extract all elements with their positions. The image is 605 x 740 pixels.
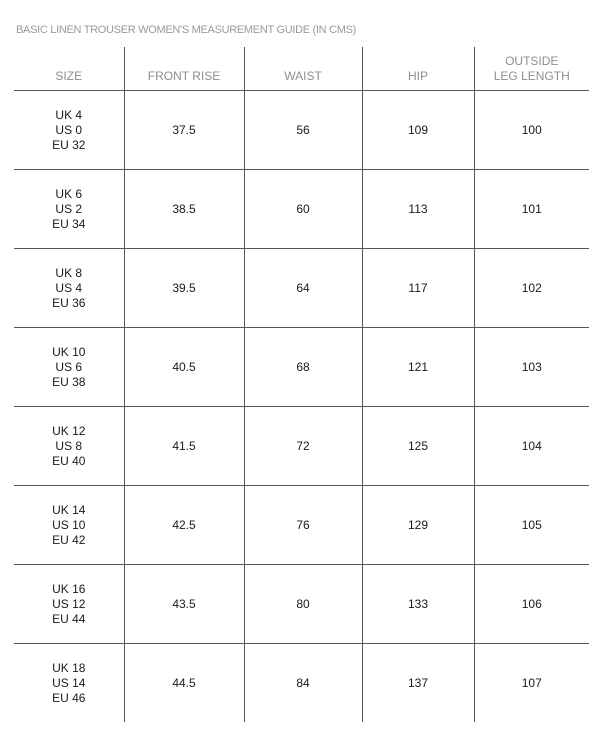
outside-leg-cell: 106 [474, 565, 589, 644]
front-rise-cell: 41.5 [124, 407, 244, 486]
table-row [14, 565, 589, 644]
front-rise-cell: 37.5 [124, 91, 244, 170]
header-outside-leg-line1: OUTSIDE [505, 54, 559, 68]
size-cell [14, 249, 124, 328]
table-row [14, 91, 589, 170]
size-cell [14, 328, 124, 407]
waist-cell: 60 [244, 170, 362, 249]
front-rise-cell: 42.5 [124, 486, 244, 565]
table-header-row [14, 47, 589, 91]
header-outside-leg-length [474, 47, 589, 91]
size-us: US 10 [52, 517, 86, 532]
size-us: US 12 [52, 596, 86, 611]
size-cell [14, 486, 124, 565]
size-us: US 8 [55, 438, 83, 453]
outside-leg-cell: 101 [474, 170, 589, 249]
outside-leg-cell: 102 [474, 249, 589, 328]
hip-cell: 109 [362, 91, 474, 170]
hip-cell: 137 [362, 644, 474, 723]
hip-cell: 133 [362, 565, 474, 644]
front-rise-cell: 40.5 [124, 328, 244, 407]
outside-leg-cell: 100 [474, 91, 589, 170]
outside-leg-cell: 105 [474, 486, 589, 565]
table-row [14, 170, 589, 249]
waist-cell: 68 [244, 328, 362, 407]
waist-cell: 80 [244, 565, 362, 644]
table-row [14, 644, 589, 723]
size-eu: EU 44 [52, 611, 86, 626]
front-rise-cell: 39.5 [124, 249, 244, 328]
size-uk: UK 10 [52, 344, 86, 359]
size-eu: EU 34 [52, 216, 86, 231]
size-uk: UK 8 [55, 265, 83, 280]
table-row [14, 486, 589, 565]
size-cell [14, 407, 124, 486]
size-uk: UK 4 [55, 107, 83, 122]
size-eu: EU 40 [52, 453, 86, 468]
size-eu: EU 36 [52, 295, 86, 310]
header-size: SIZE [14, 47, 124, 91]
size-cell [14, 644, 124, 723]
size-us: US 6 [55, 359, 83, 374]
size-us: US 4 [55, 280, 83, 295]
outside-leg-cell: 107 [474, 644, 589, 723]
size-cell [14, 565, 124, 644]
size-eu: EU 42 [52, 532, 86, 547]
hip-cell: 121 [362, 328, 474, 407]
size-uk: UK 14 [52, 502, 86, 517]
hip-cell: 117 [362, 249, 474, 328]
table-body [14, 91, 589, 723]
waist-cell: 84 [244, 644, 362, 723]
hip-cell: 129 [362, 486, 474, 565]
size-uk: UK 18 [52, 660, 86, 675]
size-uk: UK 16 [52, 581, 86, 596]
header-outside-leg-line2: LEG LENGTH [493, 69, 570, 83]
header-front-rise: FRONT RISE [124, 47, 244, 91]
waist-cell: 76 [244, 486, 362, 565]
size-eu: EU 38 [52, 374, 86, 389]
header-hip: HIP [362, 47, 474, 91]
table-row [14, 407, 589, 486]
page-title: BASIC LINEN TROUSER WOMEN'S MEASUREMENT GUIDE (IN CMS) [16, 24, 356, 36]
hip-cell: 125 [362, 407, 474, 486]
front-rise-cell: 38.5 [124, 170, 244, 249]
size-eu: EU 32 [52, 137, 86, 152]
waist-cell: 64 [244, 249, 362, 328]
size-uk: UK 6 [55, 186, 83, 201]
table-row [14, 249, 589, 328]
waist-cell: 56 [244, 91, 362, 170]
outside-leg-cell: 104 [474, 407, 589, 486]
outside-leg-cell: 103 [474, 328, 589, 407]
size-us: US 14 [52, 675, 86, 690]
hip-cell: 113 [362, 170, 474, 249]
header-waist: WAIST [244, 47, 362, 91]
table-row [14, 328, 589, 407]
front-rise-cell: 44.5 [124, 644, 244, 723]
size-cell [14, 91, 124, 170]
size-us: US 2 [55, 201, 83, 216]
measurement-table [14, 47, 589, 722]
size-cell [14, 170, 124, 249]
size-uk: UK 12 [52, 423, 86, 438]
size-eu: EU 46 [52, 690, 86, 705]
waist-cell: 72 [244, 407, 362, 486]
size-us: US 0 [55, 122, 83, 137]
front-rise-cell: 43.5 [124, 565, 244, 644]
